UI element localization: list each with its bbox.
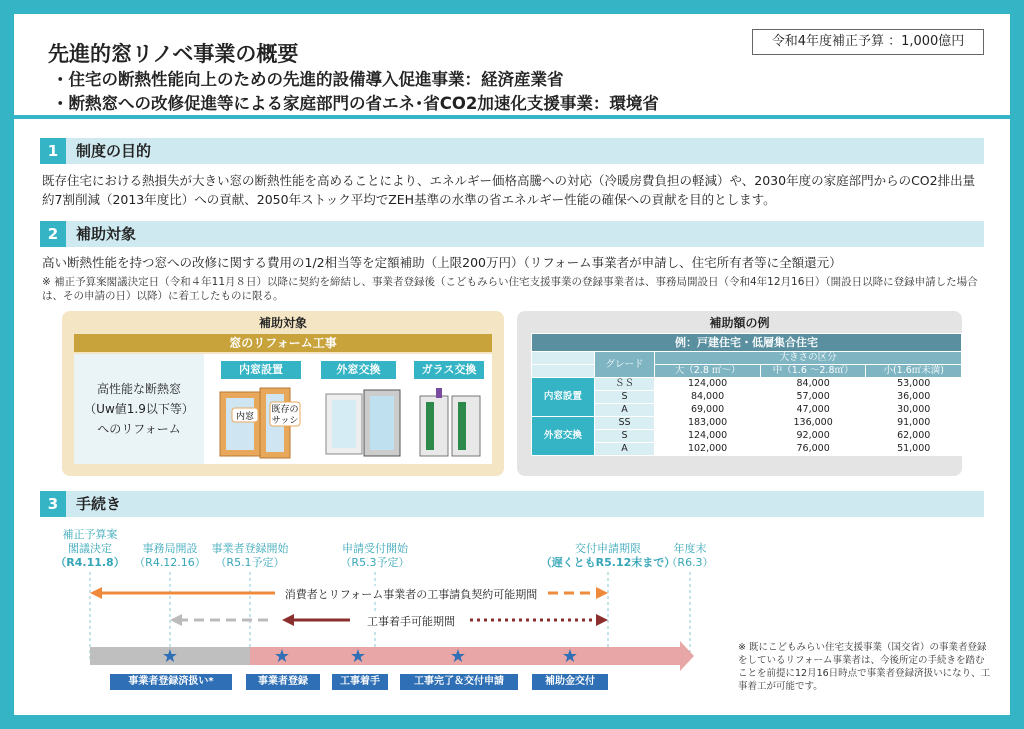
- construction-arrow-head-left: [282, 614, 294, 626]
- step-subsidy-payment: 補助金交付: [532, 674, 608, 690]
- grade-cell: A: [594, 443, 655, 456]
- section-3-title: 手続き: [76, 495, 122, 513]
- milestone-application: [325, 542, 425, 570]
- chip-inner-window: 内窓設置: [221, 361, 301, 379]
- amount-cell: 84,000: [655, 391, 761, 404]
- row-group-label: 外窓交換: [532, 417, 595, 456]
- star-icon: ★: [349, 646, 367, 667]
- target-box-bar: 窓のリフォーム工事: [74, 334, 492, 352]
- milestone-deadline-date: （遅くともR5.12末まで）: [540, 556, 676, 569]
- section-2-number: 2: [40, 221, 66, 247]
- amount-cell: 47,000: [760, 404, 866, 417]
- label-sash: サッシ: [271, 416, 299, 426]
- target-box-header: 補助対象: [258, 316, 307, 330]
- section-1-title: 制度の目的: [76, 142, 152, 160]
- page-title: 先進的窓リノベ事業の概要: [48, 42, 299, 66]
- subtitle-2: ・断熱窓への改修促進等による家庭部門の省エネ･省CO2加速化支援事業：環境省: [52, 94, 659, 113]
- step-completion-application: 工事完了＆交付申請: [400, 674, 518, 690]
- star-icon: ★: [161, 646, 179, 667]
- row-group-label: 内窓設置: [532, 378, 595, 417]
- step-registered-deemed: 事業者登録済扱い*: [110, 674, 232, 690]
- budget-box: 令和4年度補正予算 ：1,000億円: [752, 29, 984, 55]
- amount-cell: 62,000: [866, 430, 962, 443]
- amount-cell: 57,000: [760, 391, 866, 404]
- size-col-small: 小(1.6㎡未満): [866, 365, 962, 378]
- section-2-title: 補助対象: [76, 225, 137, 243]
- target-desc-line-2: （Uw値1.9以下等）: [84, 402, 194, 416]
- amount-cell: 102,000: [655, 443, 761, 456]
- subtitle-1: ・住宅の断熱性能向上のための先進的設備導入促進事業：経済産業省: [52, 70, 564, 89]
- amount-cell: 84,000: [760, 378, 866, 391]
- construction-period-label: 工事着手可能期間: [355, 613, 467, 629]
- grade-cell: SS: [594, 417, 655, 430]
- grade-cell: ＳＳ: [594, 378, 655, 391]
- construction-arrow-head-right: [596, 614, 608, 626]
- star-icon: ★: [449, 646, 467, 667]
- amount-cell: 69,000: [655, 404, 761, 417]
- section-3-number: 3: [40, 491, 66, 517]
- size-col-medium: 中（1.6 ～2.8㎡）: [760, 365, 866, 378]
- milestone-fiscal-end: [655, 542, 725, 570]
- milestone-registration-label: 事業者登録開始: [211, 542, 289, 555]
- target-desc-line-3: へのリフォーム: [97, 422, 181, 436]
- star-icon: ★: [273, 646, 291, 667]
- milestone-office-label: 事務局開設: [142, 542, 198, 555]
- size-header: 大きさの区分: [655, 352, 962, 365]
- chip-outer-window: 外窓交換: [321, 361, 396, 379]
- label-inner: 内窓: [235, 412, 255, 422]
- amount-cell: 36,000: [866, 391, 962, 404]
- milestone-budget-date: （R4.11.8）: [55, 556, 125, 569]
- construction-gray-head: [170, 614, 182, 626]
- timeline-note: ※ 既にこどもみらい住宅支援事業（国交省）の事業者登録をしているリフォーム事業者は、今後所定の手続きを踏むことを前提に12月16日時点で事業者登録済扱いになり、工事着工が可能です。: [738, 642, 991, 692]
- table-title: 例：戸建住宅・低層集合住宅: [532, 334, 962, 352]
- amount-cell: 183,000: [655, 417, 761, 430]
- amount-cell: 136,000: [760, 417, 866, 430]
- amount-cell: 92,000: [760, 430, 866, 443]
- amount-cell: 124,000: [655, 430, 761, 443]
- milestone-fiscal-end-date: （R6.3）: [666, 556, 714, 569]
- amount-cell: 53,000: [866, 378, 962, 391]
- timeline-bar-head: [680, 641, 694, 671]
- label-existing: 既存の: [271, 405, 299, 415]
- grade-cell: A: [594, 404, 655, 417]
- milestone-application-label: 申請受付開始: [342, 542, 408, 555]
- amount-cell: 51,000: [866, 443, 962, 456]
- section-2-body: 高い断熱性能を持つ窓への改修に関する費用の1/2相当等を定額補助（上限200万円）（リフォーム事業者が申請し、住宅所有者等に全額還元）: [42, 255, 842, 270]
- milestone-fiscal-end-label: 年度末: [673, 542, 707, 555]
- amount-cell: 124,000: [655, 378, 761, 391]
- section-1-body: 既存住宅における熱損失が大きい窓の断熱性能を高めることにより、エネルギー価格高騰への対応（冷暖房費負担の軽減）や、2030年度の家庭部門からのCO2排出量約7割削減（2013年度比）への貢献、2050年ストック平均でZEH基準の水準の省エネルギー性能の確保への貢献を目的とします。: [42, 173, 976, 207]
- grade-header: グレード: [594, 352, 655, 378]
- grade-cell: S: [594, 391, 655, 404]
- amount-cell: 91,000: [866, 417, 962, 430]
- star-icon: ★: [561, 646, 579, 667]
- contract-arrow-head-left: [90, 587, 102, 599]
- amount-box-header: 補助額の例: [709, 316, 770, 330]
- milestone-budget-line1: 補正予算案: [62, 528, 118, 541]
- chip-glass-replace: ガラス交換: [414, 361, 484, 379]
- amount-cell: 30,000: [866, 404, 962, 417]
- amount-cell: 76,000: [760, 443, 866, 456]
- milestone-application-date: （R5.3予定）: [340, 556, 410, 569]
- milestone-office-date: （R4.12.16）: [134, 556, 206, 569]
- target-desc-line-1: 高性能な断熱窓: [96, 382, 181, 396]
- milestone-deadline-label: 交付申請期限: [575, 542, 641, 555]
- contract-period-label: 消費者とリフォーム事業者の工事請負契約可能期間: [276, 586, 546, 602]
- step-registration: 事業者登録: [246, 674, 320, 690]
- section-1-number: 1: [40, 138, 66, 164]
- grade-cell: S: [594, 430, 655, 443]
- step-construction-start: 工事着手: [332, 674, 388, 690]
- contract-arrow-head-right: [596, 587, 608, 599]
- milestone-registration: [200, 542, 300, 570]
- section-2-note: ※ 補正予算案閣議決定日（令和４年11月８日）以降に契約を締結し、事業者登録後（こどもみらい住宅支援事業の登録事業者は、事務局開設日（令和4年12月16日）（開設日以降に登録申請した場合は、その申請の日）以降）に着工したものに限る。: [42, 276, 978, 302]
- milestone-registration-date: （R5.1予定）: [215, 556, 285, 569]
- size-col-large: 大（2.8 ㎡～）: [655, 365, 761, 378]
- milestone-budget-line2: 閣議決定: [68, 542, 112, 555]
